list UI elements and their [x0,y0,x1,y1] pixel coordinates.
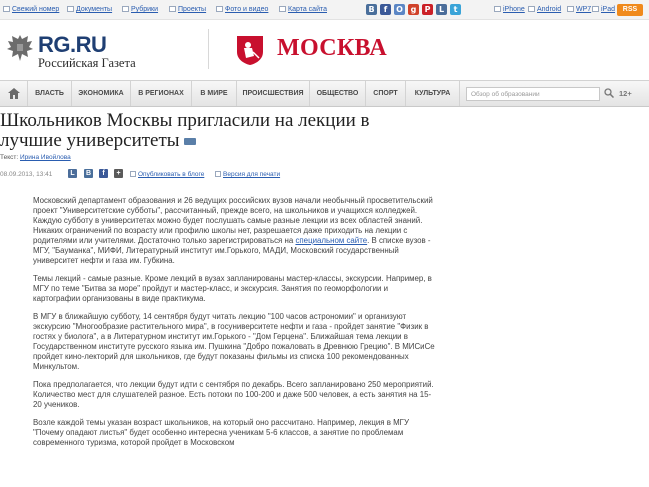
rss-button[interactable]: RSS [617,4,643,16]
article-byline: Текст: Ирина Ивойлова [0,154,71,161]
header-logo-area [0,21,649,77]
facebook-icon[interactable]: f [380,4,391,15]
print-icon [215,171,221,177]
print-version-link[interactable]: Версия для печати [215,171,280,178]
nav-item-incidents[interactable]: ПРОИСШЕСТВИЯ [237,81,310,106]
russian-eagle-emblem-icon[interactable] [6,33,34,63]
mobile-link-wp7[interactable]: WP7 [567,6,591,13]
nav-item-sport[interactable]: СПОРТ [366,81,406,106]
search-input[interactable]: Обзор об образовании [466,87,600,101]
livejournal-icon[interactable]: L [436,4,447,15]
topbar-link-photo-video[interactable]: Фото и видео [216,6,268,13]
special-site-link[interactable]: специальном сайте [295,236,368,245]
mobile-link-android[interactable]: Android [528,6,561,13]
vk-icon[interactable]: В [366,4,377,15]
twitter-icon[interactable]: t [450,4,461,15]
windows-phone-icon [567,6,574,12]
home-icon [8,88,20,99]
logo-divider [208,29,209,69]
phone-icon [494,6,501,12]
author-link[interactable]: Ирина Ивойлова [19,154,71,161]
article-paragraph: Возле каждой темы указан возраст школьников, на который оно рассчитано. Например, лекция в МГУ "Почему опадают листья" будет особенно интересна ученикам 5-6 классов, а занятие по проблемам современного туризма, которой пройдет в Московском [33,418,409,447]
more-share-icon[interactable]: + [114,169,123,178]
vk-share-icon[interactable]: В [85,170,92,177]
nav-item-culture[interactable]: КУЛЬТУРА [406,81,460,106]
article-body [33,196,437,456]
topbar-link-rubrics[interactable]: Рубрики [122,6,158,13]
article-paragraph: Темы лекций - самые разные. Кроме лекций в вузах запланированы мастер-классы, экскурсии. Например, в МГУ по теме "Битва за море" пройдут и мастер-класс, и экскурсия. Занятия по геоморфологии и картографии организованы в виде практикума. [33,274,432,303]
topbar-link-projects[interactable]: Проекты [169,6,206,13]
mobile-link-ipad[interactable]: iPad [592,6,615,13]
topbar-link-sitemap[interactable]: Карта сайта [279,6,327,13]
blog-icon [130,171,136,177]
google-plus-icon[interactable]: g [408,4,419,15]
pinterest-icon[interactable]: P [422,4,433,15]
android-icon [528,6,535,12]
facebook-share-icon[interactable]: f [99,169,108,178]
livejournal-share-icon[interactable]: L [68,169,77,178]
home-button[interactable] [0,81,28,106]
moscow-coat-of-arms-icon[interactable] [235,34,265,66]
mobile-link-iphone[interactable]: iPhone [494,6,525,13]
publish-in-blog-link[interactable]: Опубликовать в блоге [130,171,204,178]
nav-item-society[interactable]: ОБЩЕСТВО [310,81,366,106]
article-tools [0,168,649,182]
article-title: Школьников Москвы пригласили на лекции в лучшие университеты [0,110,370,151]
odnoklassniki-icon[interactable]: O [394,4,405,15]
site-logo[interactable]: RG.RU [38,32,107,57]
article-date: 08.09.2013, 13:41 [0,171,53,178]
nav-item-politics[interactable]: ВЛАСТЬ [28,81,72,106]
search-icon[interactable] [604,88,614,98]
nav-item-world[interactable]: В МИРЕ [192,81,237,106]
topbar-link-fresh-issue[interactable]: Свежий номер [3,6,59,13]
photo-icon [216,6,223,12]
site-name: Российская Газета [38,56,136,70]
region-title[interactable]: МОСКВА [277,35,387,61]
nav-item-regions[interactable]: В РЕГИОНАХ [131,81,192,106]
document-icon [67,6,74,12]
article-paragraph: В МГУ в ближайшую субботу, 14 сентября будут читать лекцию "100 часов астрономии" и организуют экскурсию "Многообразие растительного мира", в госуниверситете нефти и газа - пройдет занятие "Физик в гостях у биолога", а в Литературном институт им.Горького - "Дом Герцена". Ближайшая тема лекции в Государственном институте русского языка им. Пушкина "Добро пожаловать в Древнюю Грецию". В МИСиСе пройдет кино-лекторий для школьников, где будут показаны фильмы из списка 100 рекомендованных Минкультом. [33,312,435,371]
article-paragraph: Пока предполагается, что лекции будут идти с сентября по декабрь. Всего запланировано 250 мероприятий. Количество мест для слушателей разное. Есть потоки по 100-200 и даже 500 человек, а есть занятия на 15-20 учеников. [33,380,434,409]
main-nav [0,80,649,107]
top-bar [0,0,649,20]
comments-icon[interactable] [184,138,196,145]
age-rating-badge: 12+ [619,89,632,98]
topbar-link-documents[interactable]: Документы [67,6,112,13]
article-paragraph: Московский департамент образования и 26 ведущих российских вузов начали необычный просветительский проект "Университетские субботы", рассчитанный, прежде всего, на школьников и учащихся колледжей. Каждую субботу в университетах можно будет послушать самые разные лекции из всех областей знаний. Никаких ограничений по возрасту или профилю школы нет, разрешается даже приходить на лекции с родителями или учителями. Достаточно только зарегистрироваться на специальном сайте. В списке вузов - МГУ, "Бауманка", МИФИ, Литературный институт им.Горького, МАДИ, Московский государственный университет нефти и газа им. Губкина. [33,196,433,265]
newspaper-icon [3,6,10,12]
projects-icon [169,6,176,12]
rubrics-icon [122,6,129,12]
sitemap-icon [279,6,286,12]
nav-item-economy[interactable]: ЭКОНОМИКА [72,81,131,106]
tablet-icon [592,6,599,12]
